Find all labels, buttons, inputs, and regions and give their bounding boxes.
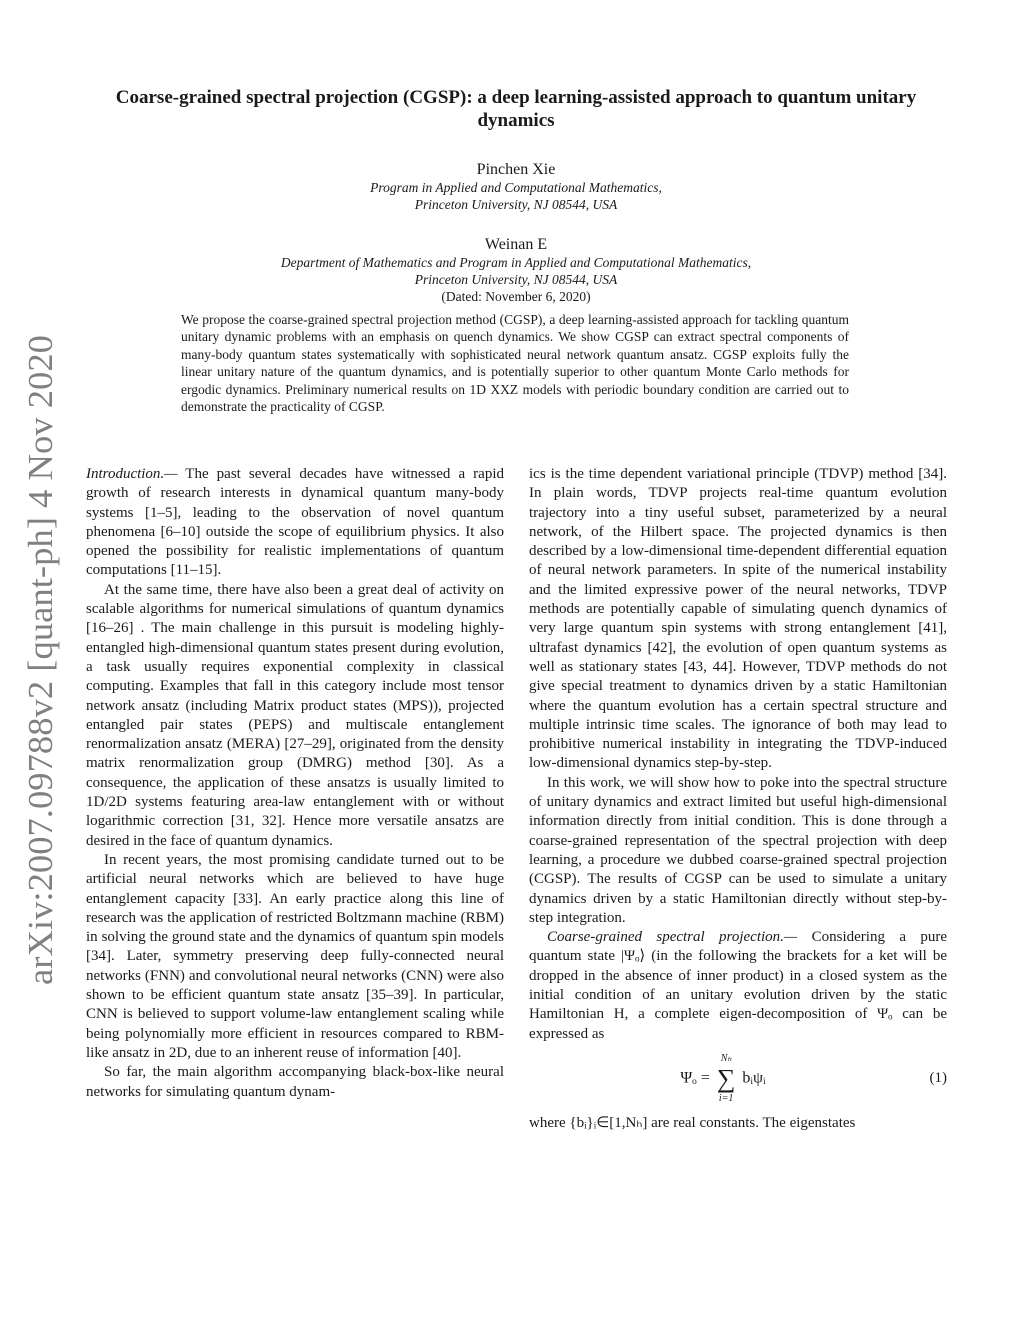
author-name-2: Weinan E: [484, 236, 548, 253]
sum-lower-limit: i=1: [718, 1092, 734, 1104]
author-affiliation-1-line-1: Program in Applied and Computational Mathematics,: [370, 180, 662, 195]
cgsp-lead: Coarse-grained spectral projection.—: [547, 929, 798, 946]
intro-paragraph-4: So far, the main algorithm accompanying black-box-like neural networks for simulating quantum dynam-: [86, 1064, 504, 1100]
intro-paragraph-1: [86, 465, 504, 581]
sum-upper-limit: Nₕ: [720, 1052, 732, 1064]
right-paragraph-2: In this work, we will show how to poke into the spectral structure of unitary dynamics and extract limited but useful high-dimensional information directly from initial condition. This is done through a coarse-grained representation of the spectral projection with deep learning, a procedure we dubbed coarse-grained spectral projection (CGSP). The results of CGSP can be used to simulate a unitary dynamics driven by a static Hamiltonian directly without step-by-step integration.: [529, 774, 947, 926]
right-paragraph-4: where {bᵢ}ᵢ∈[1,Nₕ] are real constants. The eigenstates: [529, 1114, 856, 1131]
equation-rhs: bᵢψᵢ: [742, 1069, 766, 1087]
paper-title: Coarse-grained spectral projection (CGSP): a deep learning-assisted approach to quantum unitary dynamics: [115, 87, 917, 131]
author-gap: [100, 213, 932, 235]
intro-text-1: The past several decades have witnessed a rapid growth of research interests in dynamical quantum many-body systems [1–5], leading to the observation of novel quantum phenomena [6–10] outside the scope of equilibrium physics. It also opened the possibility for realistic implementations of quantum computations [11–15].: [86, 466, 504, 579]
equation-1-body: [529, 1053, 917, 1105]
arxiv-identifier-stamp: [18, 330, 62, 990]
right-paragraph-1: ics is the time dependent variational principle (TDVP) method [34]. In plain words, TDVP projects real-time quantum evolution trajectory into a tiny useful subset, parameterized by a neural network, of the Hilbert space. The projected dynamics is then described by a low-dimensional time-dependent differential equation of neural network parameters. In spite of the numerical instability and the limited expressive power of the neural networks, TDVP methods are potentially capable of simulating quench dynamics of very large quantum spin systems with strong entanglement [41], ultrafast dynamics [42], the evolution of open quantum systems as well as stationary states [43, 44]. However, TDVP methods do not give special treatment to dynamics driven by a static Hamiltonian where the quantum evolution has a certain spectral structure and multiple intrinsic time scales. The ignorance of both may lead to prohibitive numerical instability in integrating the TDVP-induced low-dimensional dynamics step-by-step.: [529, 466, 947, 772]
left-column: [86, 465, 504, 1102]
cgsp-paragraph: [529, 928, 947, 1044]
equation-number: (1): [929, 1070, 947, 1087]
intro-paragraph-2: At the same time, there have also been a great deal of activity on scalable algorithms for numerical simulations of quantum dynamics [16–26] . The main challenge in this pursuit is modeling highly-entangled high-dimensional quantum states present during evolution, a task usually requires exponential complexity in classical computing. Examples that fall in this category include most tensor network ansatz (including Matrix product states (MPS)), projected entangled pair states (PEPS) and multiscale entanglement renormalization ansatz (MERA) [27–29], originated from the density matrix renormalization group (DMRG) method [30]. As a consequence, the application of these ansatzs is usually limited to 1D/2D systems featuring area-law entanglement with or without logarithmic correction [31, 32]. Hence more versatile ansatzs are desired in the face of quantum dynamics.: [86, 581, 504, 849]
author-affiliation-2-line-2: Princeton University, NJ 08544, USA: [414, 272, 618, 287]
author-affiliation-2-line-1: Department of Mathematics and Program in Applied and Computational Mathematics,: [280, 255, 752, 270]
abstract: We propose the coarse-grained spectral projection method (CGSP), a deep learning-assisted approach for tackling quantum unitary dynamic problems with an emphasis on quench dynamics. We show CGSP can extract spectral components of many-body quantum states systematically with sophisticated neural network quantum ansatz. CGSP exploits fully the linear unitary nature of the quantum dynamics, and is potentially superior to other quantum Monte Carlo methods for ergodic dynamics. Preliminary numerical results on 1D XXZ models with periodic boundary condition are carried out to demonstrate the practicality of CGSP.: [181, 312, 849, 415]
arxiv-stamp-svg: [18, 330, 62, 990]
paper-header: [100, 86, 932, 311]
author-affiliation-1-line-2: Princeton University, NJ 08544, USA: [414, 197, 618, 212]
equation-1: [529, 1050, 947, 1108]
cgsp-text: Considering a pure quantum state |Ψₒ⟩ (in the following the brackets for a ket will be dropped in the absence of inner product) in a closed system as the initial condition of an unitary evolution driven by the static Hamiltonian H, a complete eigen-decomposition of Ψₒ can be expressed as: [529, 929, 947, 1042]
summation: [717, 1053, 736, 1105]
intro-lead: Introduction.—: [86, 466, 178, 482]
arxiv-stamp-text: arXiv:2007.09788v2 [quant-ph] 4 Nov 2020: [21, 363, 60, 985]
equation-lhs: Ψₒ =: [680, 1069, 710, 1087]
intro-paragraph-3: In recent years, the most promising candidate turned out to be artificial neural networks which are believed to have huge entanglement capacity [33]. An early practice along this line of research was the application of restricted Boltzmann machine (RBM) in solving the ground state and the dynamics of quantum spin models [34]. Later, symmetry preserving deep fully-connected neural networks (FNN) and convolutional neural networks (CNN) were also shown to be efficient quantum state ansatz [35–39]. In particular, CNN is believed to support volume-law entanglement scaling while being polynomially more efficient in resources compared to RBM-like ansatz in 2D, due to an inherent reuse of information [40].: [86, 851, 504, 1061]
sum-symbol: ∑: [716, 1063, 736, 1093]
author-name-1: Pinchen Xie: [476, 161, 556, 178]
dated-line: (Dated: November 6, 2020): [441, 289, 591, 304]
right-column: [529, 465, 947, 1133]
